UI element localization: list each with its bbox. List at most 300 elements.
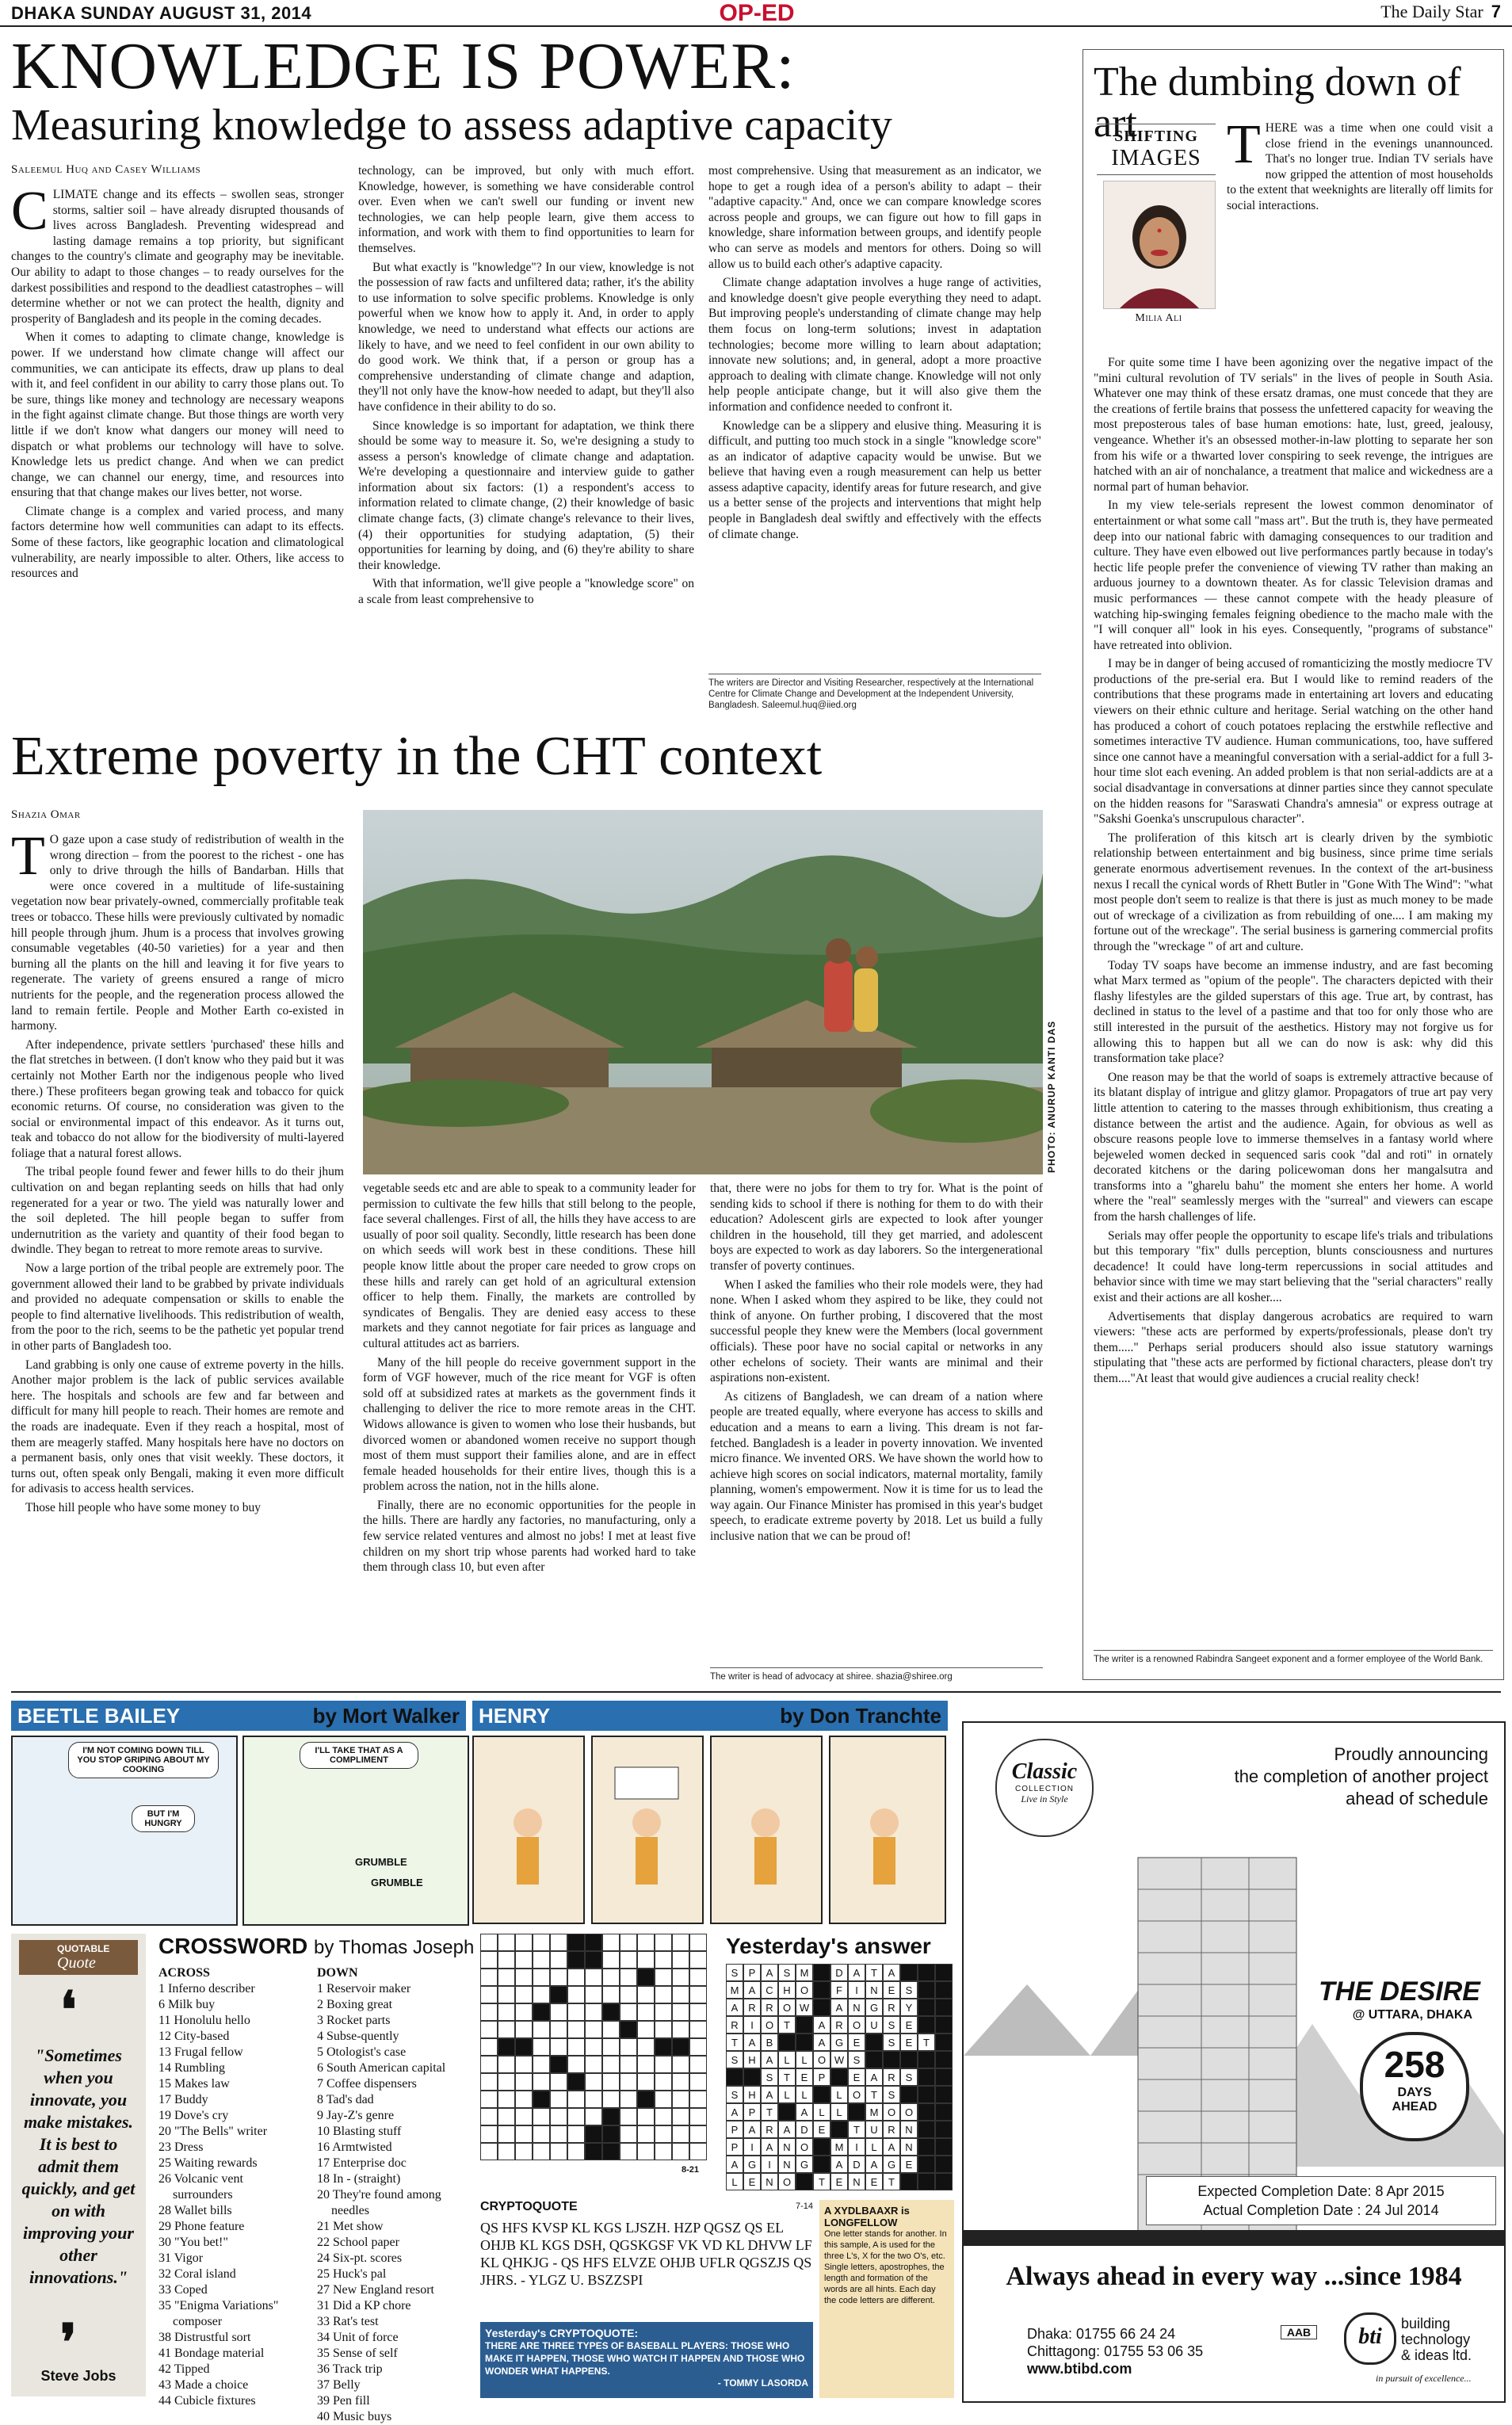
answer-cell [918,2138,935,2156]
crossword-cell[interactable] [620,2038,637,2056]
answer-cell: T [848,2121,865,2138]
crossword-cell[interactable] [550,2021,567,2038]
answer-cell: N [865,1981,883,1999]
crossword-cell[interactable] [602,2108,620,2125]
answer-cell: T [865,2086,883,2103]
crossword-cell[interactable] [637,2003,655,2021]
crossword-cell[interactable] [655,1934,672,1951]
crossword-cell[interactable] [655,1951,672,1969]
answer-cell [900,1964,918,1981]
crossword-cell[interactable] [689,1934,707,1951]
across-clue: 11 Honolulu hello [158,2014,250,2027]
answer-cell: M [830,2138,848,2156]
article2-col1-p5: Land grabbing is only one cause of extreme poverty in the hills. Another major problem is the lack of public services available here. The hospitals and schools are few and far between and difficult for many hill people to reach. Their homes are remote and the roads are inadequate. Even if they reach a hospital, most of them are meagerly staffed. Many hospitals here have no doctors on a permanent basis, only ones that visit weekly. These doctors, it turns out, often speak only Bengali, making it even more difficult for adivasis to access health services. [11,1358,344,1496]
crossword-cell[interactable] [550,2125,567,2143]
ad-company-3: & ideas ltd. [1401,2347,1472,2363]
crossword-cell[interactable] [515,2003,533,2021]
crossword-cell[interactable] [672,1986,689,2003]
answer-cell: S [761,2068,778,2086]
answer-cell [726,2068,743,2086]
answer-cell [935,2156,953,2173]
ad-company [1401,2316,1472,2363]
answer-cell: E [813,2121,830,2138]
crossword-cell[interactable] [480,2143,498,2160]
ad-contacts [1027,2325,1203,2377]
crossword-cell[interactable] [550,2143,567,2160]
bti-logo-text: bti [1358,2324,1382,2349]
crossword-cell[interactable] [620,2091,637,2108]
crossword-cell[interactable] [620,1934,637,1951]
crossword-cell[interactable] [655,2125,672,2143]
crossword-cell[interactable] [602,2056,620,2073]
section-label: OP-ED [719,0,795,26]
crossword-cell[interactable] [620,1951,637,1969]
answer-cell [935,2016,953,2034]
answer-cell [813,1964,830,1981]
crossword-cell[interactable] [567,2003,585,2021]
crossword-cell[interactable] [550,1934,567,1951]
answer-cell [883,2051,900,2068]
crossword-cell[interactable] [602,2003,620,2021]
crossword-cell[interactable] [655,2073,672,2091]
crossword-cell[interactable] [620,2073,637,2091]
answer-cell: O [796,2138,813,2156]
crossword-cell[interactable] [602,2143,620,2160]
crossword-cell[interactable] [672,2038,689,2056]
across-clue: surrounders [173,2188,233,2202]
crossword-cell[interactable] [567,2038,585,2056]
answer-cell: A [813,2016,830,2034]
answer-cell: P [813,2068,830,2086]
crossword-by: by Thomas Joseph [314,1937,475,1958]
crossword-cell[interactable] [515,1934,533,1951]
answer-cell: R [830,2016,848,2034]
crossword-cell[interactable] [515,2038,533,2056]
crossword-cell[interactable] [480,2003,498,2021]
down-clue: 31 Did a KP chore [317,2299,411,2312]
photo-credit: PHOTO: ANURUP KANTI DAS [1046,1020,1057,1173]
answer-cell: G [830,2034,848,2051]
crossword-cell[interactable] [602,2091,620,2108]
answer-cell [918,1964,935,1981]
crossword-cell[interactable] [498,2073,515,2091]
crossword-cell[interactable] [550,2003,567,2021]
crossword-cell[interactable] [585,1951,602,1969]
crossword-cell[interactable] [672,1934,689,1951]
crossword-cell[interactable] [637,2143,655,2160]
crossword-cell[interactable] [480,2038,498,2056]
crossword-cell[interactable] [655,2003,672,2021]
crossword-cell[interactable] [480,1986,498,2003]
crossword-cell[interactable] [620,2056,637,2073]
crossword-cell[interactable] [533,1986,550,2003]
answer-cell: N [848,2173,865,2190]
crossword-cell[interactable] [655,2056,672,2073]
answer-cell: E [883,1981,900,1999]
crossword-cell[interactable] [480,2091,498,2108]
crossword-cell[interactable] [533,1969,550,1986]
crossword-cell[interactable] [533,1934,550,1951]
crossword-cell[interactable] [498,2091,515,2108]
crossword-cell[interactable] [533,2091,550,2108]
crossword-cell[interactable] [602,2125,620,2143]
answer-cell: N [848,1999,865,2016]
answer-cell: E [830,2173,848,2190]
crossword [158,1934,475,2423]
crossword-cell[interactable] [567,1986,585,2003]
crossword-cell[interactable] [585,2125,602,2143]
across-clue: 29 Phone feature [158,2220,245,2233]
answer-cell [865,2051,883,2068]
crossword-cell[interactable] [567,1934,585,1951]
page-header [0,0,1512,27]
crossword-cell[interactable] [689,2021,707,2038]
article2-col3-p1: that, there were no jobs for them to try for. What is the point of sending kids to school if there is nothing for them to do with their education? Adolescent girls are expected to look after younger children in the household, till they get married, and adolescent boys are expected to work as day laborers. So the intergenerational transfer of poverty continues. [710,1182,1043,1273]
crossword-cell[interactable] [637,1951,655,1969]
crossword-cell[interactable] [533,2021,550,2038]
answer-cell: T [813,2173,830,2190]
crossword-cell[interactable] [550,2038,567,2056]
crossword-cell[interactable] [533,2038,550,2056]
article1-col2-p2: But what exactly is "knowledge"? In our view, knowledge is not the possession of raw facts and unfiltered data; rather, it's the ability to use information to solve specific problems. Knowledge is only powerful when we know how to apply it. And, in order to apply knowledge, we need to understand what effects our actions are likely to have, and we need to feel confident in our own ability to do good work. We think that, if a person or group has a comprehensive understanding of climate change and adaption, they'll not only have the know-how needed to adapt, but they'll also have confidence in their ability to do so. [358,260,694,414]
crossword-cell[interactable] [480,2108,498,2125]
crossword-cell[interactable] [498,1969,515,1986]
answer-cell [813,2086,830,2103]
crossword-cell[interactable] [533,2108,550,2125]
answer-cell: S [883,2086,900,2103]
crossword-cell[interactable] [689,1951,707,1969]
answer-cell: A [830,1999,848,2016]
crossword-cell[interactable] [515,1986,533,2003]
answer-cell: Y [900,1999,918,2016]
crossword-cell[interactable] [515,1951,533,1969]
crossword-cell[interactable] [637,2125,655,2143]
across-clue: 23 Dress [158,2140,204,2154]
crossword-cell[interactable] [515,1969,533,1986]
crossword-cell[interactable] [498,2038,515,2056]
crossword-cell[interactable] [550,1951,567,1969]
article2-dropcap: T [11,832,45,887]
crossword-cell[interactable] [655,2091,672,2108]
crossword-cell[interactable] [689,2003,707,2021]
answer-cell [778,2103,796,2121]
crossword-cell[interactable] [672,1951,689,1969]
crossword-cell[interactable] [689,1986,707,2003]
answer-cell [935,2068,953,2086]
crossword-cell[interactable] [550,2091,567,2108]
answer-cell: R [883,1999,900,2016]
crossword-cell[interactable] [689,2125,707,2143]
answer-cell: U [865,2016,883,2034]
crossword-cell[interactable] [567,2091,585,2108]
crossword-cell[interactable] [655,2143,672,2160]
answer-cell: P [743,1964,761,1981]
answer-cell: A [743,1981,761,1999]
crossword-cell[interactable] [655,2108,672,2125]
across-list [158,1965,314,2409]
crossword-cell[interactable] [498,1986,515,2003]
crossword-cell[interactable] [515,2021,533,2038]
article3-note: The writer is a renowned Rabindra Sangeet exponent and a former employee of the World Bank. [1094,1650,1493,1665]
across-clue: 13 Frugal fellow [158,2045,243,2059]
answer-cell: N [900,2138,918,2156]
ad-location: @ UTTARA, DHAKA [1352,2008,1472,2022]
crossword-cell[interactable] [689,2108,707,2125]
advertisement [962,1721,1506,2403]
crossword-cell[interactable] [602,1951,620,1969]
crossword-cell[interactable] [637,2038,655,2056]
down-clue: 16 Armtwisted [317,2140,392,2154]
crossword-cell[interactable] [515,2091,533,2108]
ad-days-label-1: DAYS [1397,2086,1432,2099]
crossword-cell[interactable] [602,1934,620,1951]
answer-cell: A [761,2086,778,2103]
crossword-cell[interactable] [620,2143,637,2160]
across-clue: 19 Dove's cry [158,2109,229,2122]
crossword-cell[interactable] [585,2021,602,2038]
crossword-cell[interactable] [585,2108,602,2125]
down-clue: 3 Rocket parts [317,2014,391,2027]
crossword-cell[interactable] [498,2125,515,2143]
crossword-cell[interactable] [498,1934,515,1951]
crossword-cell[interactable] [550,2108,567,2125]
crossword-cell[interactable] [567,2056,585,2073]
crossword-cell[interactable] [655,2038,672,2056]
crossword-cell[interactable] [637,2108,655,2125]
answer-cell: A [865,2068,883,2086]
crossword-cell[interactable] [672,2021,689,2038]
crossword-cell[interactable] [585,2073,602,2091]
quote-label [19,1940,138,1975]
crossword-cell[interactable] [689,1969,707,1986]
author-photo-icon [1104,181,1215,308]
beetle-bailey-title: BEETLE BAILEY [17,1704,181,1728]
crossword-cell[interactable] [602,2073,620,2091]
crossword-cell[interactable] [620,2021,637,2038]
crossword-cell[interactable] [533,2056,550,2073]
crossword-cell[interactable] [480,1951,498,1969]
answer-cell: S [848,2051,865,2068]
crossword-cell[interactable] [480,1969,498,1986]
article3-body [1094,355,1493,1644]
crossword-cell[interactable] [672,1969,689,1986]
crossword-cell[interactable] [689,2038,707,2056]
cryptoquote [480,2200,813,2398]
crossword-cell[interactable] [533,2073,550,2091]
crossword-cell[interactable] [689,2091,707,2108]
cryptoquote-title: CRYPTOQUOTE [480,2200,578,2213]
article2-col3-p3: As citizens of Bangladesh, we can dream of a nation where people are treated equally, where everyone has access to skills and education and a means to earn a living. This dream is not far-fetched. Bangladesh is a leader in poverty innovation. We invented micro finance. We invented ORS. We have shown the world how to achieve high scores on social indicators, maternal mortality, family planning, women's empowerment. Now it is time for us to lead the way again. Our Finance Minister has promised in this year's budget speech, to eradicate extreme poverty by 2018. Let us build a fully inclusive nation that we can be proud of! [710,1389,1043,1544]
crossword-cell[interactable] [585,2003,602,2021]
crossword-cell[interactable] [672,2125,689,2143]
crossword-cell[interactable] [567,1969,585,1986]
article2-col1-p4: Now a large portion of the tribal people are extremely poor. The government allowed their land to be grabbed by private individuals and provided no adequate compensation or skills to enable the people to find alternative livelihoods. This redistribution of wealth, from the poor to the rich, seems to be the pathetic yet popular trend in other parts of Bangladesh too. [11,1262,344,1353]
crossword-cell[interactable] [672,2073,689,2091]
ad-project: THE DESIRE [1318,1976,1480,2007]
answer-cell: D [830,1964,848,1981]
answer-cell: R [761,1999,778,2016]
crossword-cell[interactable] [585,2143,602,2160]
crossword-cell[interactable] [585,2091,602,2108]
answer-cell: A [883,1964,900,1981]
crossword-cell[interactable] [480,2056,498,2073]
crossword-cell[interactable] [620,1986,637,2003]
crossword-cell[interactable] [567,2108,585,2125]
down-clue: 1 Reservoir maker [317,1982,411,1995]
down-clue: 24 Six-pt. scores [317,2251,403,2265]
crossword-cell[interactable] [515,2143,533,2160]
crossword-cell[interactable] [689,2143,707,2160]
crossword-cell[interactable] [515,2056,533,2073]
answer-cell: O [900,2103,918,2121]
crossword-cell[interactable] [637,2091,655,2108]
beetle-bubble-2: BUT I'M HUNGRY [132,1805,195,1832]
article1-col1-p1: LIMATE change and its effects – swollen seas, stronger storms, saltier soil – have already disrupted thousands of lives across Bangladesh. Preventing widespread and lasting damage remains a top priority, but significant changes to the country's climate and geography may be inevitable. Our ability to adapt to those changes – to ready ourselves for the darkest possibilities and respond to the deadliest catastrophes – will determine whether or not we can protect the health, dignity and prosperity of Bangladesh and its people in the coming decades. [11,188,344,326]
crossword-cell[interactable] [637,2021,655,2038]
henry-by: by Don Tranchte [780,1704,941,1728]
beetle-panel-2 [242,1736,469,1926]
answer-cell: W [796,1999,813,2016]
answer-cell: T [761,2103,778,2121]
crossword-cell[interactable] [620,2108,637,2125]
ad-dhaka: Dhaka: 01755 66 24 24 [1027,2326,1176,2342]
crossword-cell[interactable] [672,2056,689,2073]
down-clue: 35 Sense of self [317,2347,398,2360]
crossword-cell[interactable] [550,2056,567,2073]
crossword-cell[interactable] [498,2056,515,2073]
answer-cell: E [900,2156,918,2173]
crossword-cell[interactable] [672,2108,689,2125]
crossword-cell[interactable] [498,2003,515,2021]
crossword-cell[interactable] [533,1951,550,1969]
answer-cell: S [883,2016,900,2034]
crossword-cell[interactable] [498,2021,515,2038]
answer-cell: A [761,2051,778,2068]
answer-cell: G [743,2156,761,2173]
crossword-cell[interactable] [585,1934,602,1951]
across-clue: 26 Volcanic vent [158,2172,243,2186]
crossword-cell[interactable] [689,2056,707,2073]
down-clue: 7 Coffee dispensers [317,2077,417,2091]
article1-col1-p2: When it comes to adapting to climate change, knowledge is power. If we understand how climate change will affect our communities, we can anticipate its effects, draw up plans to deal with it, and feel confident in our ability to carry those plans out. To be sure, things like money and technology are necessary weapons in the fight against climate change. But those things are worth very little if we don't know what dangers our money will need to dispatch or what problems our technology will have to solve. Knowledge lets us predict change. And when we can predict change, we can channel our energy, time, and resources into ensuring that that change makes our lives better, not worse. [11,330,344,500]
across-clue: 17 Buddy [158,2093,208,2106]
crossword-cell[interactable] [480,2021,498,2038]
crossword-cell[interactable] [602,1969,620,1986]
down-clue: 5 Otologist's case [317,2045,407,2059]
crossword-cell[interactable] [672,2003,689,2021]
cryptoquote-yesterday-label: Yesterday's CRYPTOQUOTE: [485,2327,639,2339]
crossword-cell[interactable] [480,1934,498,1951]
crossword-cell[interactable] [515,2125,533,2143]
crossword-cell[interactable] [515,2108,533,2125]
crossword-cell[interactable] [585,1969,602,1986]
crossword-cell[interactable] [480,2073,498,2091]
crossword-cell[interactable] [689,2073,707,2091]
crossword-cell[interactable] [480,2125,498,2143]
answer-cell: L [778,2086,796,2103]
article2-col3 [710,1181,1043,1656]
crossword-cell[interactable] [533,2003,550,2021]
crossword-cell[interactable] [655,1986,672,2003]
answer-cell: P [726,2121,743,2138]
crossword-cell[interactable] [620,2125,637,2143]
crossword-cell[interactable] [567,1951,585,1969]
down-clue: 34 Unit of force [317,2331,399,2344]
answer-cell [813,2138,830,2156]
crossword-cell[interactable] [567,2073,585,2091]
answer-cell [918,2103,935,2121]
ad-dates [1146,2176,1496,2225]
beetle-panel-1 [11,1736,238,1926]
answer-cell: D [796,2121,813,2138]
crossword-cell[interactable] [620,1969,637,1986]
crossword-cell[interactable] [637,1969,655,1986]
crossword-cell[interactable] [498,1951,515,1969]
ad-aab: AAB [1281,2325,1317,2339]
across-clue: 31 Vigor [158,2251,204,2265]
crossword-cell[interactable] [550,1969,567,1986]
answer-cell: H [743,2086,761,2103]
answer-cell [918,2051,935,2068]
answer-cell [918,2121,935,2138]
answer-cell [900,2173,918,2190]
crossword-cell[interactable] [602,2021,620,2038]
crossword-cell[interactable] [498,2143,515,2160]
across-clue: 6 Milk buy [158,1998,216,2011]
crossword-cell[interactable] [655,1969,672,1986]
crossword-cell[interactable] [637,2073,655,2091]
crossword-cell[interactable] [498,2108,515,2125]
crossword-cell[interactable] [515,2073,533,2091]
crossword-cell[interactable] [602,2038,620,2056]
answer-cell [918,2173,935,2190]
crossword-cell[interactable] [585,1986,602,2003]
answer-cell: M [726,1981,743,1999]
crossword-cell[interactable] [585,2056,602,2073]
answer-cell: L [778,2051,796,2068]
crossword-cell[interactable] [567,2143,585,2160]
down-clue: 25 Huck's pal [317,2267,387,2281]
ad-logo-2: COLLECTION [1015,1785,1074,1793]
article1-subtitle: Measuring knowledge to assess adaptive capacity [11,101,892,150]
article2-col1-p2: After independence, private settlers 'purchased' these hills and the flat stretches in between. (I don't know who they paid but it was certainly not Mother Earth nor the indigenous people who lived there.) These profiteers began growing teak and tobacco for quick economic returns. Of course, no consideration was given to the social or environmental impact of this endeavor. As it turns out, teak and tobacco do not allow for the biodiversity of multi-layered foliage that a natural forest allows. [11,1037,344,1160]
down-clue: 8 Tad's dad [317,2093,374,2106]
crossword-cell[interactable] [550,1986,567,2003]
crossword-cell[interactable] [585,2038,602,2056]
close-quote-icon: ❜ [60,2315,77,2371]
crossword-cell[interactable] [637,1934,655,1951]
crossword-cell[interactable] [637,1986,655,2003]
crossword-cell[interactable] [567,2021,585,2038]
crossword-cell[interactable] [637,2056,655,2073]
crossword-cell[interactable] [602,1986,620,2003]
crossword-cell[interactable] [620,2003,637,2021]
article1-dropcap: C [11,187,48,242]
crossword-cell[interactable] [533,2143,550,2160]
across-clue: 28 Wallet bills [158,2204,232,2217]
crossword-cell[interactable] [672,2091,689,2108]
beetle-bubble-1: I'M NOT COMING DOWN TILL YOU STOP GRIPING ABOUT MY COOKING [68,1742,219,1778]
crossword-cell[interactable] [672,2143,689,2160]
crossword-cell[interactable] [533,2125,550,2143]
crossword-cell[interactable] [550,2073,567,2091]
crossword-cell[interactable] [655,2021,672,2038]
down-label: DOWN [317,1966,358,1980]
answer-cell: O [796,1981,813,1999]
crossword-cell[interactable] [567,2125,585,2143]
article1-col3-p1: most comprehensive. Using that measurement as an indicator, we hope to get a rough idea of a person's ability to adapt – their "adaptive capacity." And, once we can compare knowledge scores across people and groups, we can figure out how to fill gaps in knowledge, share information between groups, and identify people who can serve as models and mentors for others. Doing so will allow us to build each other's adaptive capacity. [708,164,1041,271]
answer-cell [935,1981,953,1999]
